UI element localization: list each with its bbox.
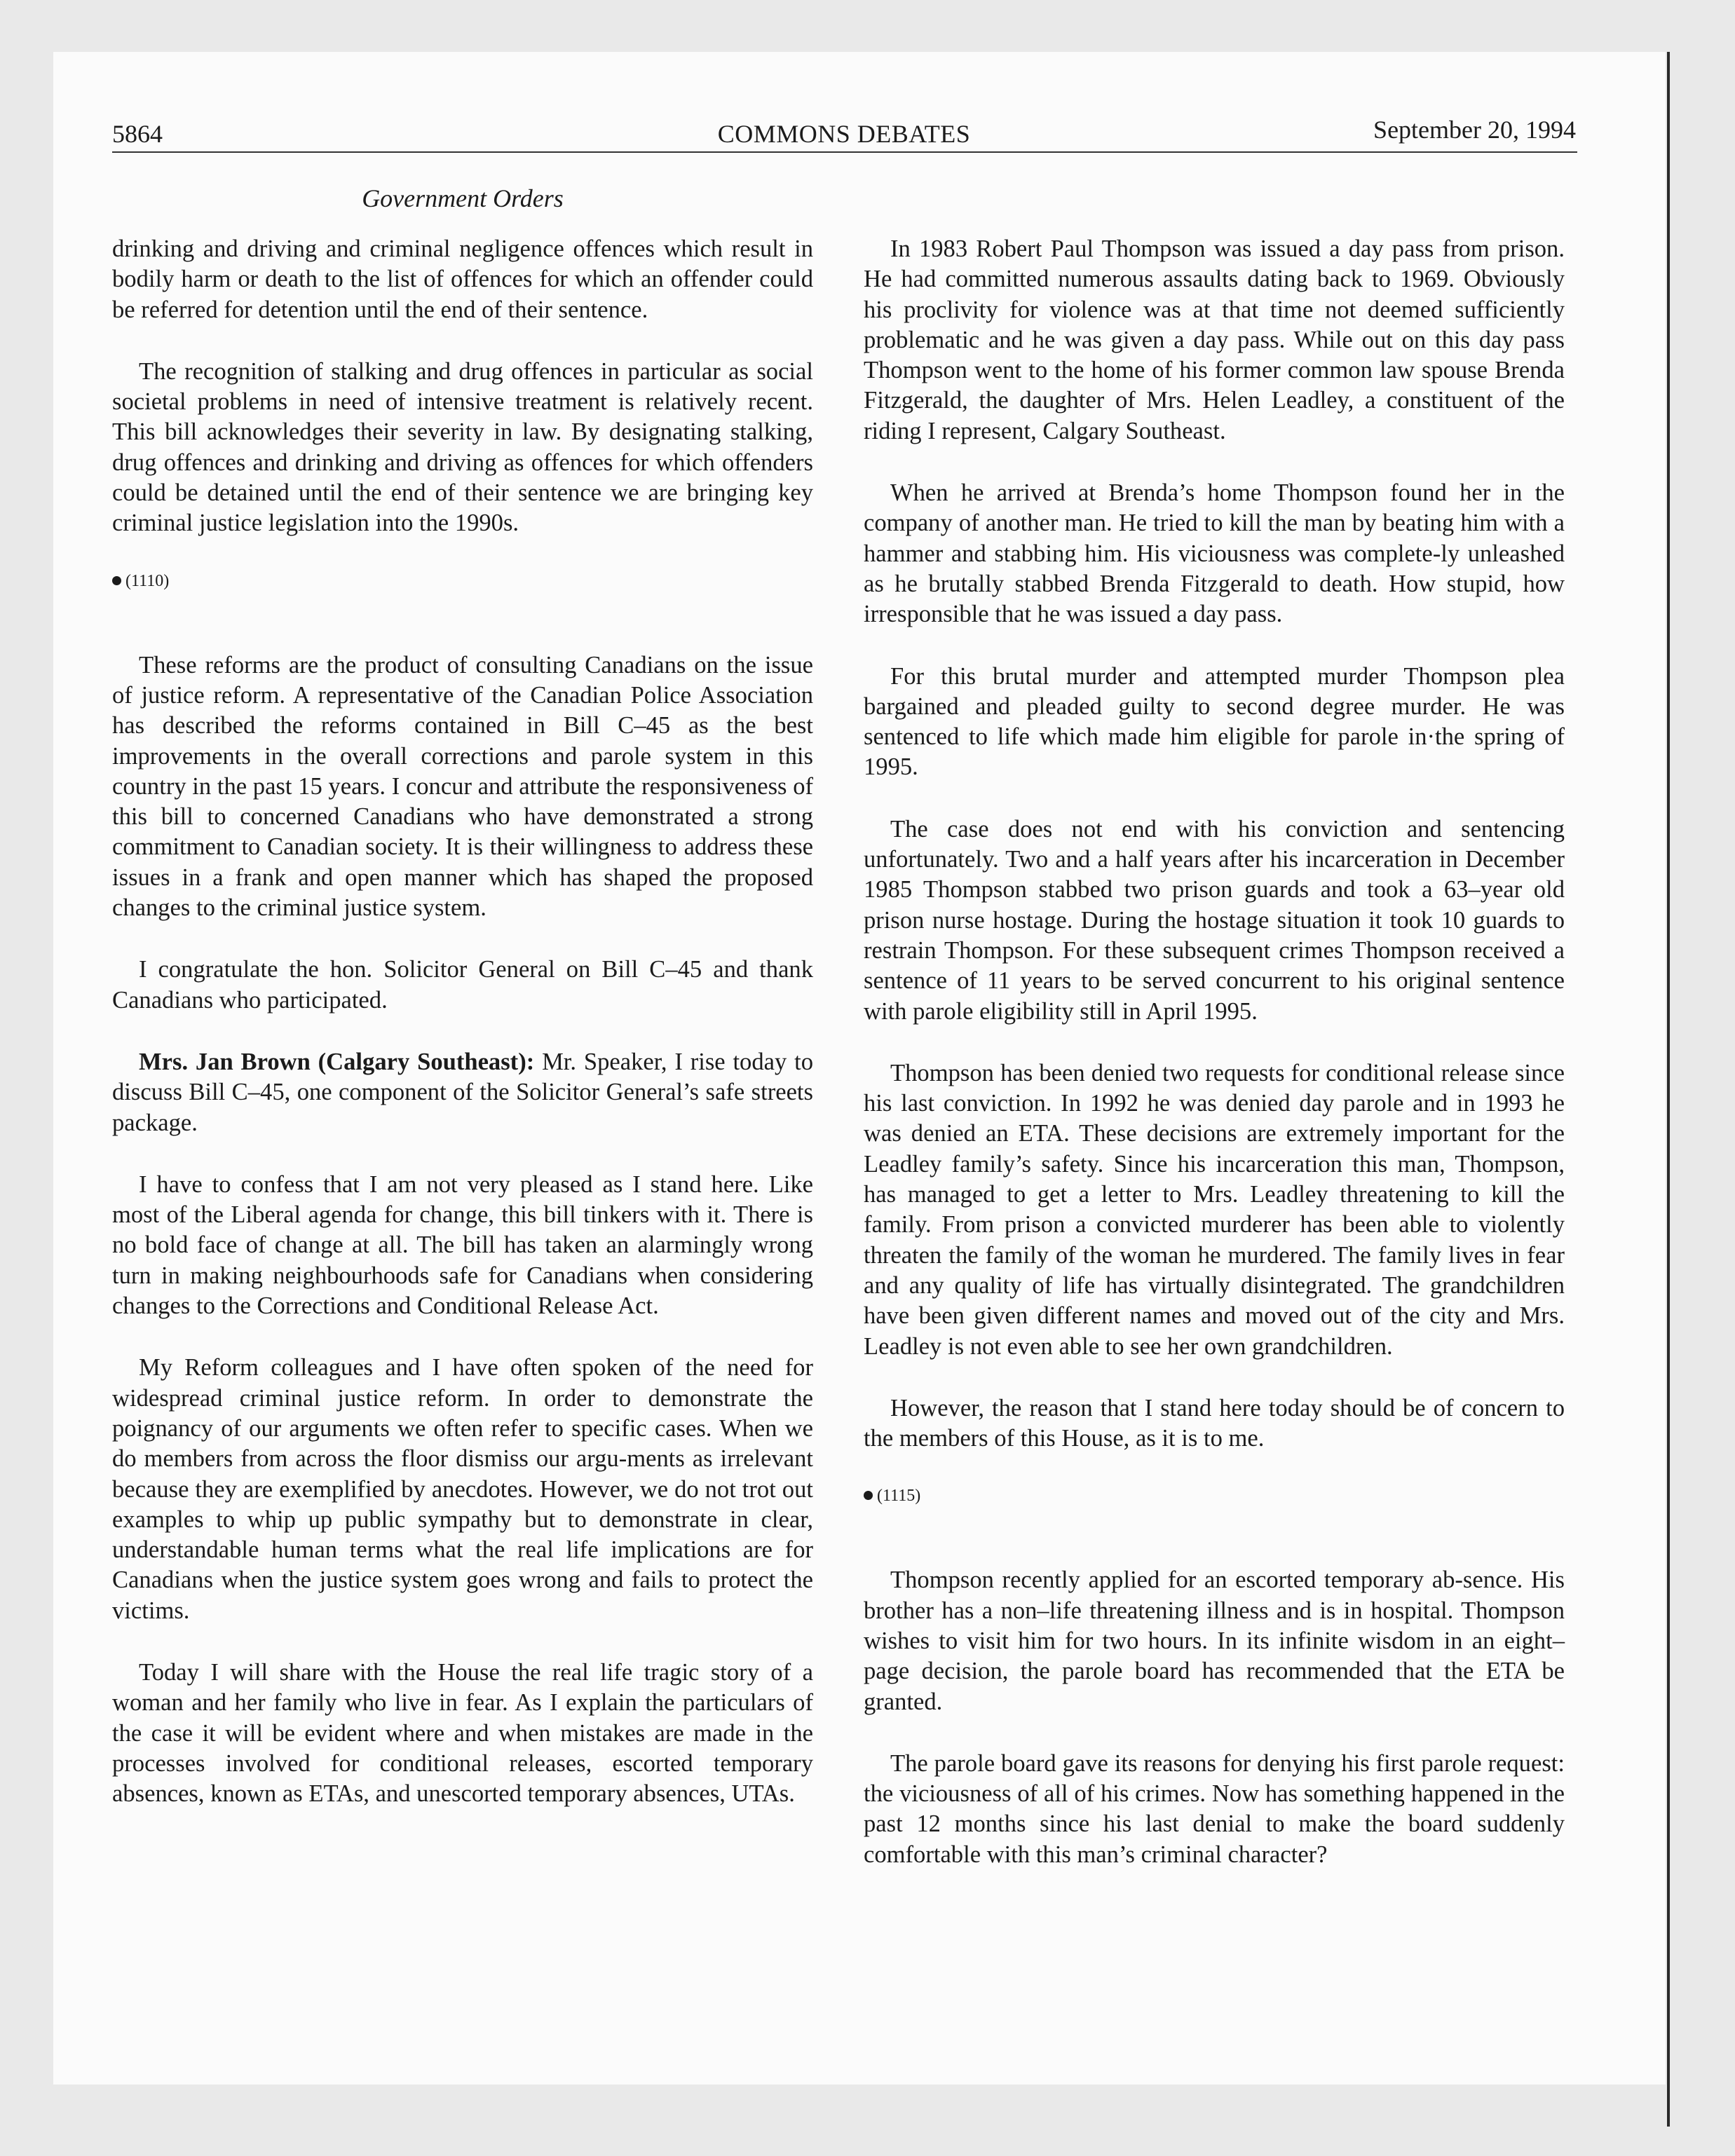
publication-date: September 20, 1994 <box>1373 116 1576 144</box>
section-title: Government Orders <box>362 184 564 212</box>
timestamp-label: (1110) <box>125 571 170 590</box>
paragraph: The case does not end with his conviction and sentencing unfortunately. Two and a half years after his incarceration in December 1985 Thompson stabbed two prison guards and took a 63–year old prison nurse hostage. During the hostage situation it took 10 guards to restrain Thompson. For these subsequent crimes Thompson received a sentence of 11 years to be served concurrent to his original sentence with parole eligibility still in April 1995. <box>864 815 1565 1025</box>
paragraph: Today I will share with the House the real life tragic story of a woman and her family who live in fear. As I explain the particulars of the case it will be evident where and when mistakes are made in the processes involved for conditional releases, escorted temporary absences, known as ETAs, and unescorted temporary absences, UTAs. <box>112 1658 813 1808</box>
bullet-icon <box>864 1491 873 1500</box>
speech-intro-paragraph <box>112 1047 813 1138</box>
paragraph: The parole board gave its reasons for denying his first parole request: the viciousness of all of his crimes. Now has something happened in the past 12 months since his last denial to make the board suddenly comfortable with this man’s criminal character? <box>864 1749 1565 1868</box>
paragraph: Thompson recently applied for an escorted temporary ab-sence. His brother has a non–life threatening illness and is in hospital. Thompson wishes to visit him for two hours. In its infinite wisdom in an eight–page decision, the parole board has recommended that the ETA be granted. <box>864 1567 1565 1715</box>
paragraph: The recognition of stalking and drug offences in particular as social societal problems in need of intensive treatment is relatively recent. This bill acknowledges their severity in law. By designating stalking, drug offences and drinking and driving as offences for which offenders could be detained until the end of their sentence we are bringing key criminal justice legislation into the 1990s. <box>112 357 813 537</box>
scan-edge-bar <box>1667 52 1670 2127</box>
paragraph: I have to confess that I am not very pleased as I stand here. Like most of the Liberal agenda for change, this bill tinkers with it. There is no bold face of change at all. The bill has taken an alarmingly wrong turn in making neighbourhoods safe for Canadians when considering changes to the Corrections and Conditional Release Act. <box>112 1171 813 1320</box>
paragraph: drinking and driving and criminal negligence offences which result in bodily harm or death to the list of offences for which an offender could be referred for detention until the end of their sentence. <box>112 236 813 323</box>
speaker-name: Mrs. Jan Brown (Calgary Southeast): <box>139 1048 535 1075</box>
paragraph: Thompson has been denied two requests for conditional release since his last conviction. In 1992 he was denied day parole and in 1993 he was denied an ETA. These decisions are extremely important for the Leadley family’s safety. Since his incarceration this man, Thompson, has managed to get a letter to Mrs. Leadley threatening to kill the family. From prison a convicted murderer has been able to violently threaten the family of the woman he murdered. The family lives in fear and any quality of life has virtually disintegrated. The grandchildren have been given different names and moved out of the city and Mrs. Leadley is not even able to see her own grandchildren. <box>864 1059 1565 1360</box>
paragraph: For this brutal murder and attempted murder Thompson plea bargained and pleaded guilty to second degree murder. He was sentenced to life which made him eligible for parole in·the spring of 1995. <box>864 662 1565 781</box>
right-column <box>864 234 1565 1902</box>
paragraph: In 1983 Robert Paul Thompson was issued a day pass from prison. He had committed numerous assaults dating back to 1969. Obviously his proclivity for violence was at that time not deemed sufficiently problematic and he was given a day pass. While out on this day pass Thompson went to the home of his former common law spouse Brenda Fitzgerald, the daughter of Mrs. Helen Leadley, a constituent of the riding I represent, Calgary Southeast. <box>864 236 1565 444</box>
paragraph: My Reform colleagues and I have often spoken of the need for widespread criminal justice reform. In order to demonstrate the poignancy of our arguments we often refer to specific cases. When we do members from across the floor dismiss our argu-ments as irrelevant because they are exemplified by anecdotes. However, we do not trot out examples to whip up public sympathy but to demonstrate in clear, understandable human terms what the real life implications are for Canadians when the justice system goes wrong and fails to protect the victims. <box>112 1354 813 1624</box>
timestamp-label: (1115) <box>877 1487 921 1506</box>
running-header <box>112 112 1576 154</box>
header-rule <box>112 151 1577 153</box>
paragraph: When he arrived at Brenda’s home Thompson found her in the company of another man. He tried to kill the man by beating him with a hammer and stabbing him. His viciousness was complete-ly unleashed as he brutally stabbed Brenda Fitzgerald to death. How stupid, how irresponsible that he was issued a day pass. <box>864 479 1565 628</box>
paragraph: However, the reason that I stand here today should be of concern to the members of this House, as it is to me. <box>864 1394 1565 1452</box>
publication-title: COMMONS DEBATES <box>717 120 971 148</box>
timestamp-marker <box>112 571 813 592</box>
bullet-icon <box>112 576 121 585</box>
left-column <box>112 234 813 1841</box>
speech-text: Mr. Speaker, I rise today to discuss Bill C–45, one component of the Solicitor General’s safe streets package. <box>112 1048 813 1136</box>
paragraph: I congratulate the hon. Solicitor General on Bill C–45 and thank Canadians who participated. <box>112 956 813 1014</box>
page-number: 5864 <box>112 120 163 148</box>
paragraph: These reforms are the product of consulting Canadians on the issue of justice reform. A representative of the Canadian Police Association has described the reforms contained in Bill C–45 as the best improvements in the overall corrections and parole system in this country in the past 15 years. I concur and attribute the responsiveness of this bill to concerned Canadians who have demonstrated a strong commitment to Canadian society. It is their willingness to address these issues in a frank and open manner which has shaped the proposed changes to the criminal justice system. <box>112 651 813 922</box>
timestamp-marker <box>864 1485 1565 1506</box>
